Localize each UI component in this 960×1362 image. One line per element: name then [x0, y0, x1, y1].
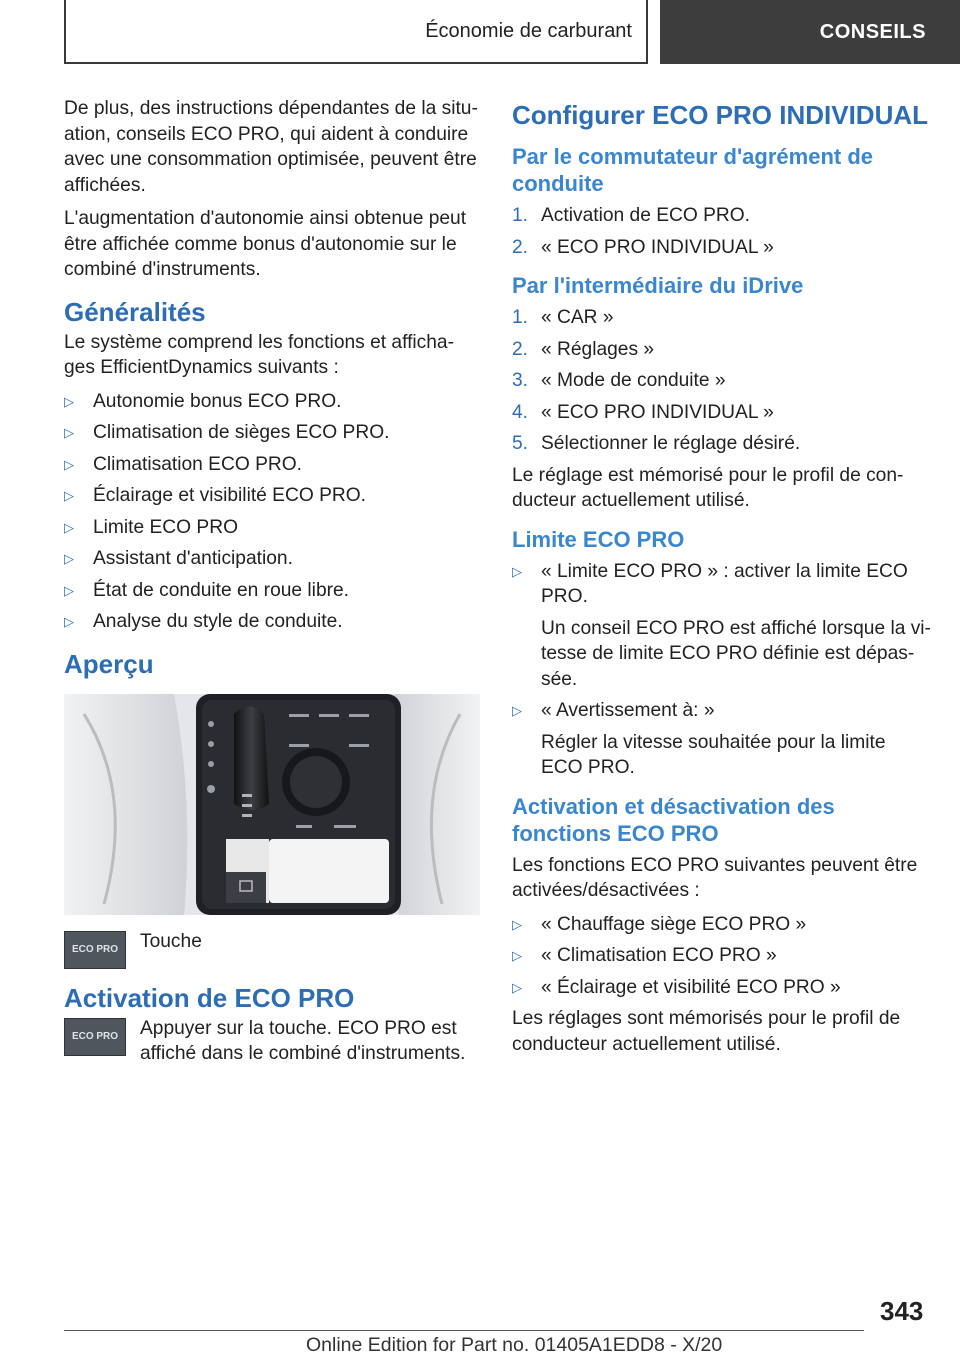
general-text: Le système comprend les fonctions et afficha-ges EfficientDynamics suivants : [64, 331, 454, 378]
list-item: 3. « Mode de conduite » [512, 370, 726, 391]
page-number: 343 [880, 1296, 924, 1326]
subheading-idrive: Par l'intermédiaire du iDrive [512, 273, 804, 298]
triangle-bullet-icon: ▷ [512, 979, 522, 995]
limit-item-title: « Avertissement à: » [541, 700, 715, 721]
list-item: ▷ Limite ECO PRO [64, 515, 480, 541]
section-heading-general: Généralités [64, 296, 206, 327]
section-heading-overview: Aperçu [64, 648, 154, 679]
limit-item-title: « Limite ECO PRO » : activer la limite ECO PRO. [541, 560, 908, 607]
list-item: ▷ État de conduite en roue libre. [64, 578, 480, 604]
intro-paragraph: L'augmentation d'autonomie ainsi obtenue peut être affichée comme bonus d'autonomie sur le combiné d'instruments. [64, 208, 467, 280]
section-heading-activation: Activation de ECO PRO [64, 982, 355, 1013]
limit-item-description: Un conseil ECO PRO est affiché lorsque la vi-tesse de limite ECO PRO définie est dépas-sée. [541, 617, 931, 690]
idrive-steps [512, 305, 932, 457]
idrive-note: Le réglage est mémorisé pour le profil de con-ducteur actuellement utilisé. [512, 464, 904, 511]
triangle-bullet-icon: ▷ [64, 488, 74, 503]
triangle-bullet-icon: ▷ [64, 456, 74, 472]
triangle-bullet-icon: ▷ [512, 703, 522, 718]
subheading-switch: Par le commutateur d'agrément de conduite [512, 144, 874, 196]
list-item: 2. « ECO PRO INDIVIDUAL » [512, 236, 774, 258]
list-item: ▷ Éclairage et visibilité ECO PRO. [64, 483, 480, 509]
triangle-bullet-icon: ▷ [64, 614, 74, 629]
eco-pro-button-icon: ECO PRO [64, 1018, 126, 1056]
functions-text: Les fonctions ECO PRO suivantes peuvent être activées/désactivées : [512, 854, 918, 901]
chapter-tab [660, 0, 960, 64]
activation-row [64, 1016, 480, 1075]
list-item: ▷ « Éclairage et visibilité ECO PRO » [512, 975, 932, 1001]
key-label: Touche [140, 930, 202, 952]
running-header [64, 0, 648, 64]
triangle-bullet-icon: ▷ [64, 425, 74, 440]
functions-list [512, 912, 932, 1001]
list-item: ▷ « Climatisation ECO PRO » [512, 943, 932, 969]
subheading-functions: Activation et désactivation des fonctions ECO PRO [512, 793, 835, 846]
footer-divider [64, 1330, 864, 1331]
list-item: ▷ « Chauffage siège ECO PRO » [512, 912, 932, 938]
center-console-illustration [64, 694, 480, 915]
limit-item-description: Régler la vitesse souhaitée pour la limite ECO PRO. [541, 731, 886, 778]
list-item: ▷ Assistant d'anticipation. [64, 546, 480, 572]
section-title: Économie de carburant [425, 19, 632, 42]
list-item [512, 698, 932, 781]
chapter-title: CONSEILS [819, 20, 926, 43]
section-heading-configure: Configurer ECO PRO INDIVIDUAL [512, 100, 929, 130]
triangle-bullet-icon: ▷ [64, 519, 74, 535]
triangle-bullet-icon: ▷ [64, 393, 74, 409]
switch-steps [512, 203, 932, 260]
list-item [512, 559, 932, 693]
triangle-bullet-icon: ▷ [64, 582, 74, 598]
limit-list [512, 559, 932, 781]
list-item: ▷ Climatisation ECO PRO. [64, 452, 480, 478]
intro-paragraph: De plus, des instructions dépendantes de la situ-ation, conseils ECO PRO, qui aident à conduire avec une consommation optimisée, peuvent être affichées. [64, 98, 478, 196]
edition-info: Online Edition for Part no. 01405A1EDD8 - X/20 [306, 1334, 723, 1356]
left-column [64, 96, 480, 1081]
list-item: ▷ Analyse du style de conduite. [64, 609, 480, 635]
list-item: 1. « CAR » [512, 307, 614, 328]
list-item: 1. Activation de ECO PRO. [512, 205, 751, 226]
functions-note: Les réglages sont mémorisés pour le profil de conducteur actuellement utilisé. [512, 1008, 901, 1055]
eco-pro-button-icon: ECO PRO [64, 931, 126, 969]
general-list [64, 389, 480, 635]
subheading-limit: Limite ECO PRO [512, 526, 685, 552]
center-console-photo [64, 694, 480, 915]
right-column [512, 96, 932, 1065]
list-item: 4. « ECO PRO INDIVIDUAL » [512, 401, 774, 423]
key-legend-row [64, 929, 480, 969]
list-item: ▷ Autonomie bonus ECO PRO. [64, 389, 480, 415]
list-item: 2. « Réglages » [512, 338, 655, 360]
list-item: ▷ Climatisation de sièges ECO PRO. [64, 420, 480, 446]
triangle-bullet-icon: ▷ [64, 551, 74, 566]
list-item: 5. Sélectionner le réglage désiré. [512, 433, 801, 454]
activation-text: Appuyer sur la touche. ECO PRO est affiché dans le combiné d'instruments. [140, 1017, 466, 1064]
triangle-bullet-icon: ▷ [512, 563, 522, 579]
triangle-bullet-icon: ▷ [512, 948, 522, 963]
triangle-bullet-icon: ▷ [512, 916, 522, 932]
